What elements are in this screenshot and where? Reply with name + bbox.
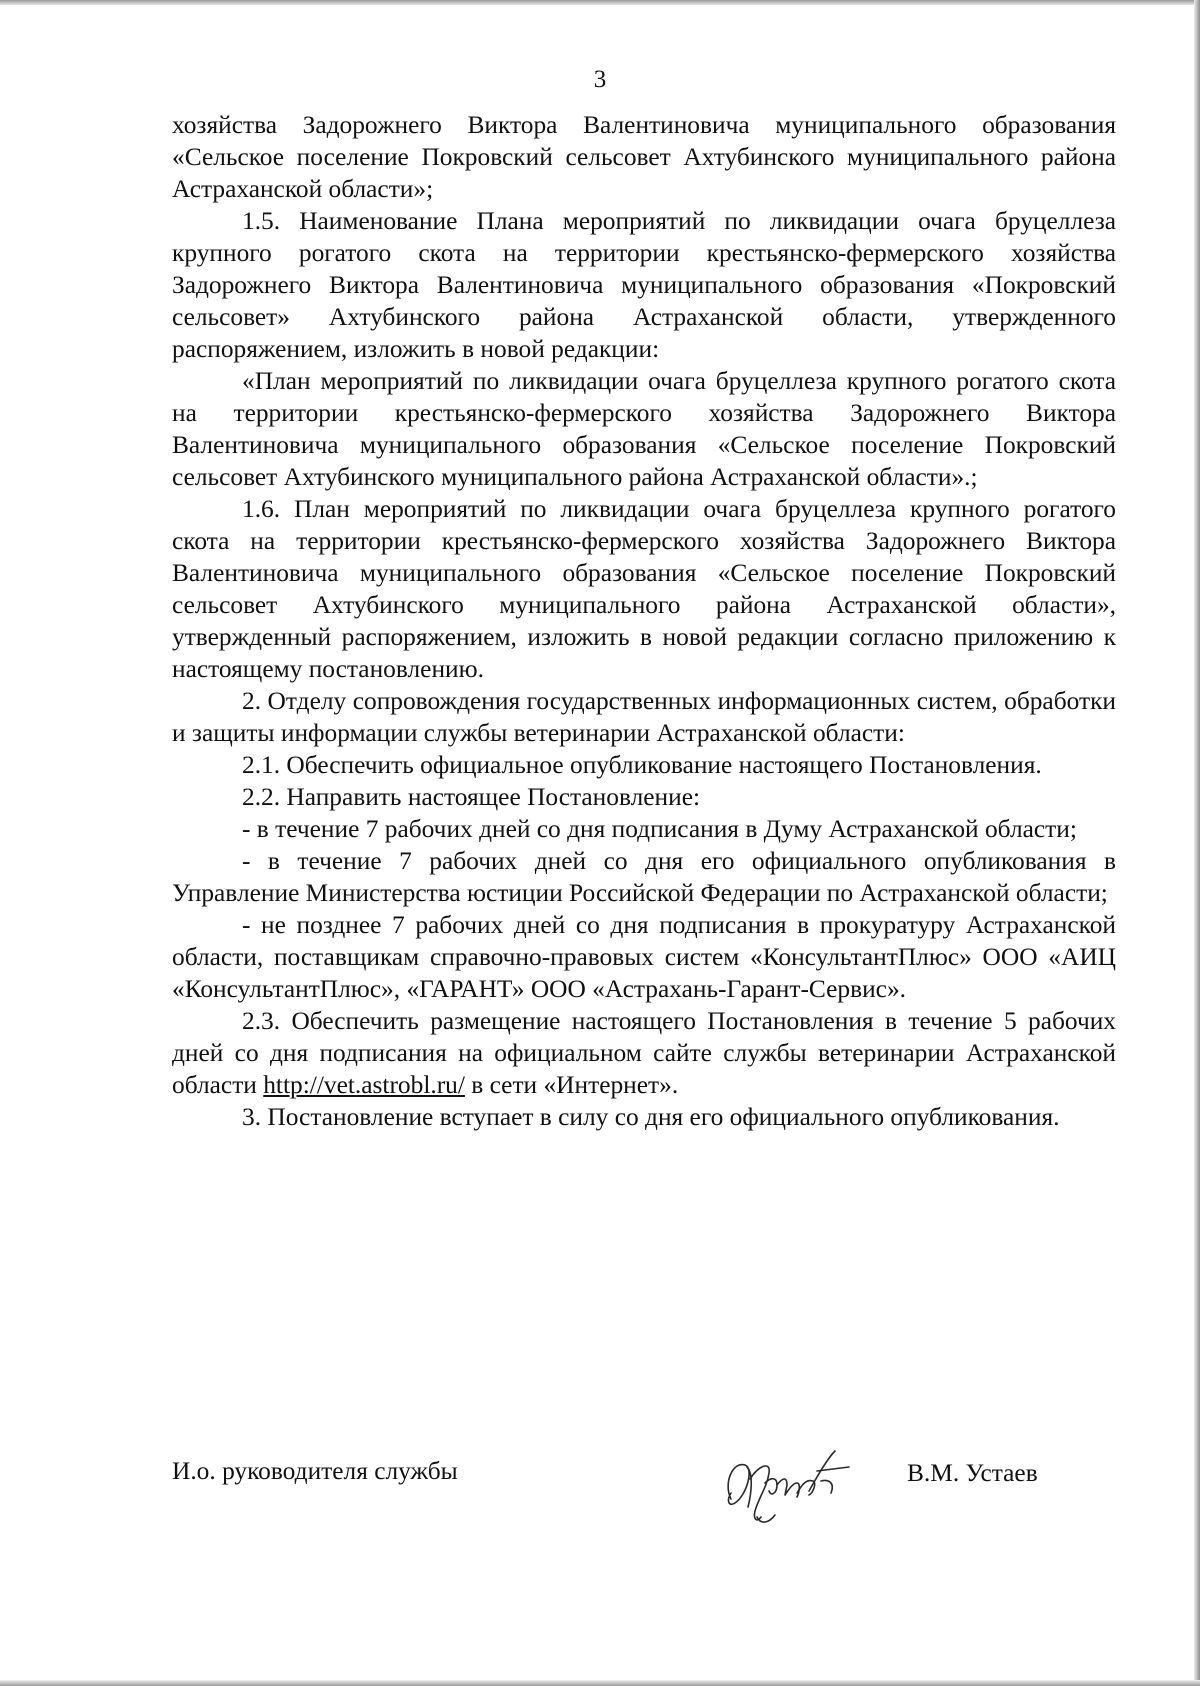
signatory-name: В.М. Устаев: [907, 1459, 1038, 1487]
paragraph-2-1: 2.1. Обеспечить официальное опубликование настоящего Постановления.: [242, 751, 1042, 779]
scan-right-edge: [1194, 0, 1200, 1686]
list-item-prosecutor: - не позднее 7 рабочих дней со дня подписания в прокуратуру Астраханской области, поставщикам справочно-правовых систем «КонсультантПлюс» ООО «АИЦ «КонсультантПлюс», «ГАРАНТ» ООО «Астрахань-Гарант-Сервис».: [172, 911, 1116, 1003]
signature-block: [172, 1447, 1102, 1527]
paragraph-continuation: хозяйства Задорожнего Виктора Валентиновича муниципального образования «Сельское поселение Покровский сельсовет Ахтубинского муниципального района Астраханской области»;: [172, 111, 1116, 203]
paragraph-2-3-text-after: в сети «Интернет».: [464, 1071, 679, 1099]
paragraph-1-5: 1.5. Наименование Плана мероприятий по ликвидации очага бруцеллеза крупного рогатого скота на территории крестьянско-фермерского хозяйства Задорожнего Виктора Валентиновича муниципального образования «Покровский сельсовет» Ахтубинского района Астраханской области, утвержденного распоряжением, изложить в новой редакции:: [172, 207, 1116, 363]
list-item-ministry: - в течение 7 рабочих дней со дня его официального опубликования в Управление Министерства юстиции Российской Федерации по Астраханской области;: [172, 847, 1116, 907]
paragraph-2: 2. Отделу сопровождения государственных информационных систем, обработки и защиты информации службы ветеринарии Астраханской области:: [172, 687, 1116, 747]
signatory-title: И.о. руководителя службы: [172, 1457, 458, 1485]
document-body: [172, 109, 1116, 1133]
scan-top-edge: [0, 0, 1200, 5]
website-link[interactable]: http://vet.astrobl.ru/: [263, 1071, 465, 1099]
list-item-duma: - в течение 7 рабочих дней со дня подписания в Думу Астраханской области;: [242, 815, 1077, 843]
page-number: 3: [593, 66, 607, 93]
paragraph-plan-title: «План мероприятий по ликвидации очага бруцеллеза крупного рогатого скота на территории крестьянско-фермерского хозяйства Задорожнего Виктора Валентиновича муниципального образования «Сельское поселение Покровский сельсовет Ахтубинского муниципального района Астраханской области».;: [172, 367, 1116, 491]
paragraph-2-2: 2.2. Направить настоящее Постановление:: [242, 783, 701, 811]
handwritten-signature: [717, 1437, 862, 1532]
paragraph-2-3: [172, 1005, 1116, 1101]
paragraph-3: 3. Постановление вступает в силу со дня его официального опубликования.: [242, 1103, 1060, 1131]
scan-bottom-edge: [0, 1680, 1200, 1686]
paragraph-1-6: 1.6. План мероприятий по ликвидации очага бруцеллеза крупного рогатого скота на территории крестьянско-фермерского хозяйства Задорожнего Виктора Валентиновича муниципального образования «Сельское поселение Покровский сельсовет Ахтубинского муниципального района Астраханской области», утвержденный распоряжением, изложить в новой редакции согласно приложению к настоящему постановлению.: [172, 495, 1116, 683]
paragraph-2-3-text-before: 2.3. Обеспечить размещение настоящего Постановления в течение 5 рабочих дней со дня подписания на официальном сайте службы ветеринарии Астраханской области: [172, 1007, 1116, 1099]
